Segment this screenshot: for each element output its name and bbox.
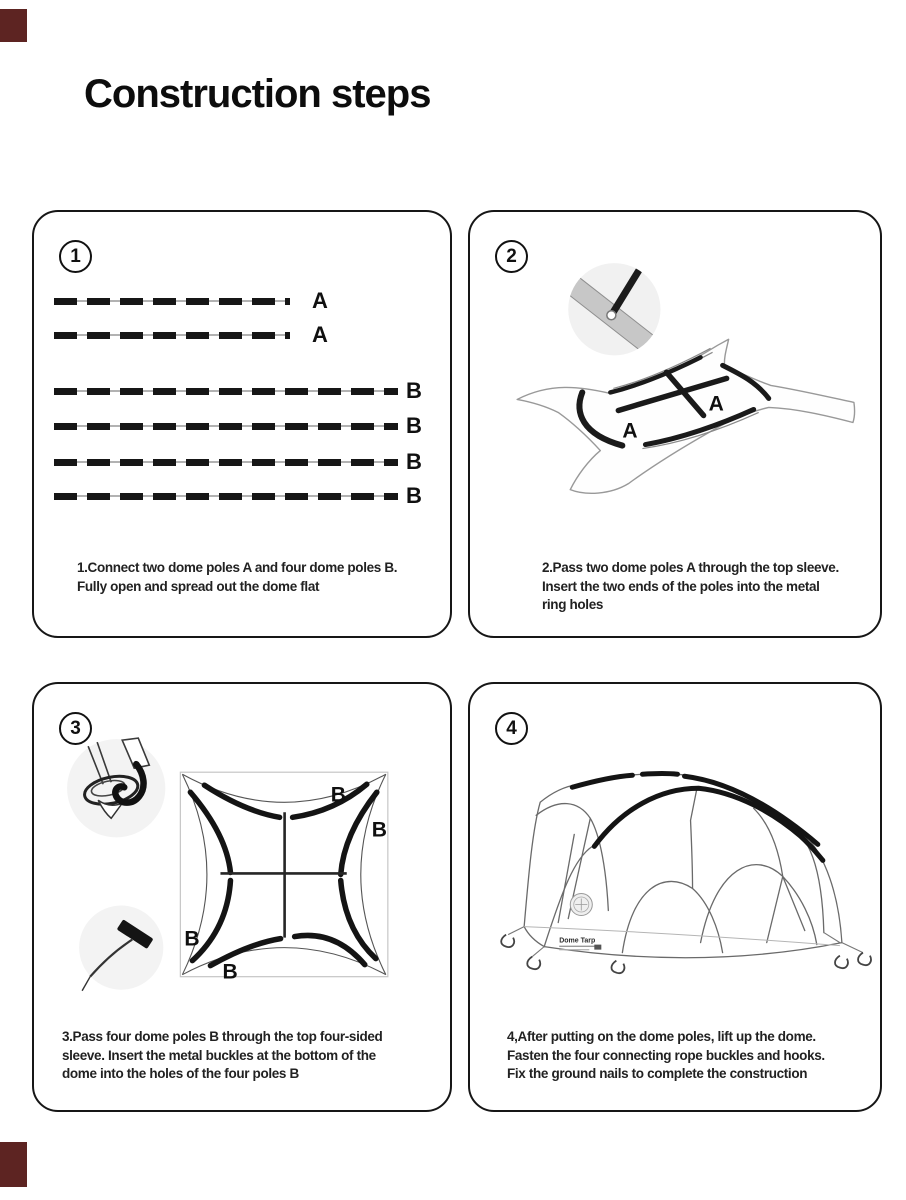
- caption-line: Insert the two ends of the poles into the metal: [542, 578, 820, 594]
- pole-label: B: [406, 378, 422, 403]
- dome-top-view: [180, 772, 387, 983]
- pole-label: A: [312, 322, 328, 347]
- pole-label: B: [184, 927, 200, 951]
- step-number-3: 3: [59, 712, 92, 745]
- dome-pole-b-illustration: [54, 423, 398, 430]
- pole-a-row: [54, 288, 328, 314]
- sleeve-detail-inset: [564, 258, 660, 355]
- step-panel-2: [468, 210, 882, 638]
- step-3-caption: [62, 1028, 382, 1084]
- step-1-caption: [77, 559, 397, 596]
- step-panel-1: [32, 210, 452, 638]
- caption-line: 2.Pass two dome poles A through the top sleeve.: [542, 560, 839, 575]
- pole-label: B: [406, 483, 422, 508]
- pole-label: A: [708, 392, 724, 416]
- corner-mark-bottom: [0, 1142, 27, 1187]
- pole-label: B: [222, 960, 238, 984]
- brand-logo-badge: [570, 893, 592, 915]
- step-number-2: 2: [495, 240, 528, 273]
- pole-tip-detail-inset: [79, 906, 163, 991]
- dome-poles-thick-arcs: [572, 773, 823, 860]
- dome-pole-b-illustration: [54, 459, 398, 466]
- step-panel-3: [32, 682, 452, 1112]
- step-number-1: 1: [59, 240, 92, 273]
- caption-line: Fully open and spread out the dome flat: [77, 578, 320, 594]
- step-4-caption: [507, 1028, 825, 1084]
- caption-line: 3.Pass four dome poles B through the top four-sided: [62, 1029, 383, 1044]
- pole-label: B: [406, 449, 422, 474]
- dome-pole-a-illustration: [54, 298, 290, 305]
- buckle-hook-detail-inset: [67, 738, 165, 837]
- tent-label-print: [559, 938, 601, 951]
- corner-mark-top: [0, 9, 27, 42]
- step-2-caption: [542, 559, 839, 615]
- pole-label: A: [312, 288, 328, 313]
- pole-label: A: [622, 419, 638, 443]
- pole-a-row: [54, 322, 328, 348]
- caption-line: sleeve. Insert the metal buckles at the bottom of the: [62, 1047, 376, 1063]
- pole-b-row: [54, 378, 422, 404]
- pole-b-row: [54, 449, 422, 475]
- pole-b-row: [54, 483, 422, 509]
- dome-pole-b-illustration: [54, 388, 398, 395]
- pole-label: B: [330, 783, 346, 807]
- dome-pole-b-illustration: [54, 493, 398, 500]
- caption-line: ring holes: [542, 597, 604, 612]
- caption-line: Fix the ground nails to complete the construction: [507, 1066, 808, 1081]
- page-title: Construction steps: [84, 72, 431, 116]
- pole-label: B: [371, 818, 388, 842]
- caption-line: dome into the holes of the four poles B: [62, 1066, 299, 1081]
- caption-line: 1.Connect two dome poles A and four dome poles B.: [77, 560, 398, 575]
- tent-logo-text: Dome Tarp: [559, 937, 596, 945]
- metal-ring-hole: [607, 311, 616, 320]
- step-panel-4: [468, 682, 882, 1112]
- dome-pole-a-illustration: [54, 332, 290, 339]
- tent-frame-lines: [524, 774, 842, 958]
- pole-label: B: [406, 413, 422, 438]
- caption-line: 4,After putting on the dome poles, lift up the dome.: [507, 1029, 816, 1044]
- pole-b-row: [54, 413, 422, 439]
- step-number-4: 4: [495, 712, 528, 745]
- caption-line: Fasten the four connecting rope buckles and hooks.: [507, 1047, 825, 1063]
